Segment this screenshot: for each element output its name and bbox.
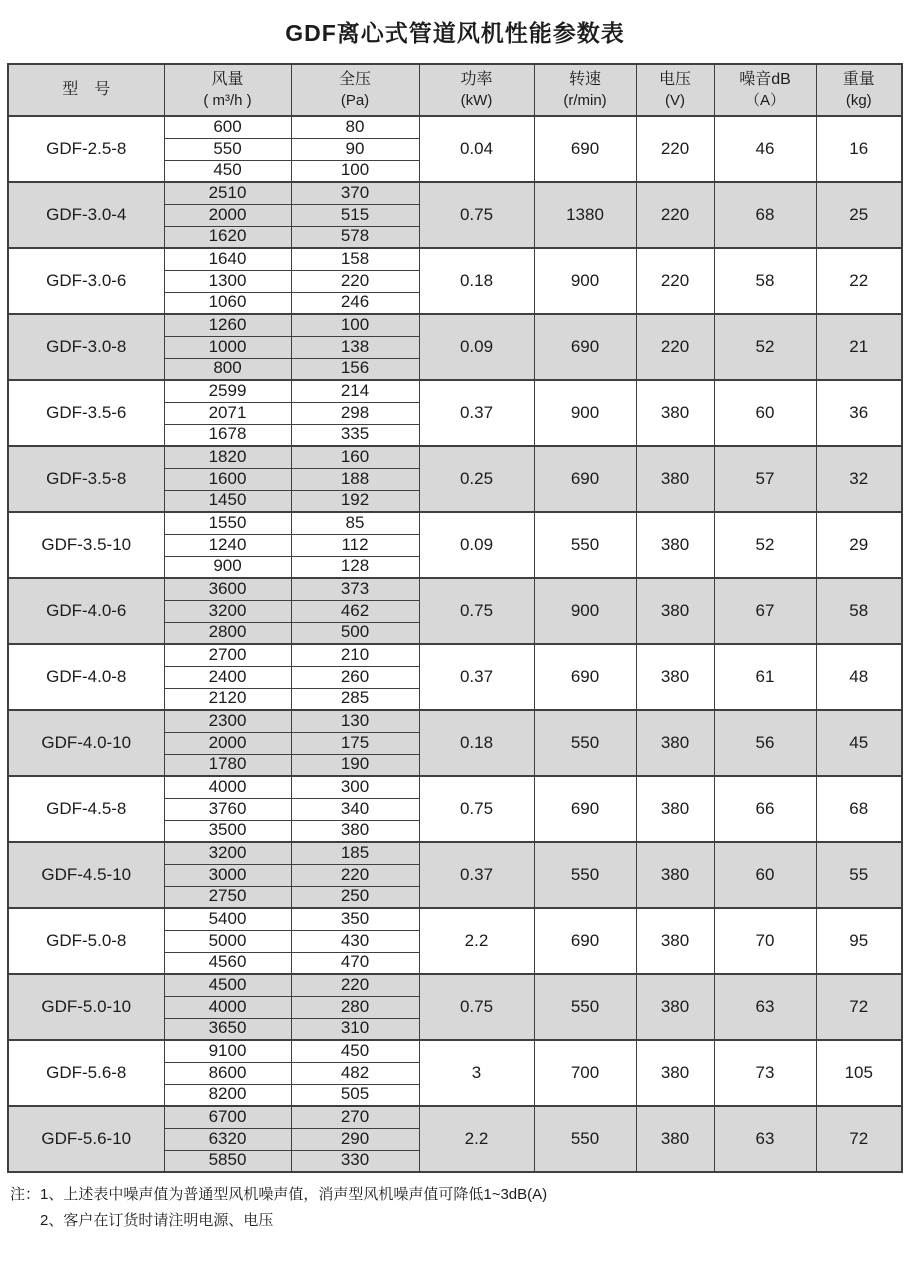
airflow-cell: 3200: [164, 600, 291, 622]
airflow-cell: 1450: [164, 490, 291, 512]
pressure-cell: 515: [291, 204, 419, 226]
airflow-cell: 1600: [164, 468, 291, 490]
airflow-cell: 450: [164, 160, 291, 182]
airflow-cell: 3760: [164, 798, 291, 820]
noise-cell: 61: [714, 644, 816, 710]
airflow-cell: 2750: [164, 886, 291, 908]
pressure-cell: 330: [291, 1150, 419, 1172]
airflow-cell: 9100: [164, 1040, 291, 1062]
noise-cell: 63: [714, 1106, 816, 1172]
airflow-cell: 8200: [164, 1084, 291, 1106]
header-noise: 噪音dB （A）: [714, 64, 816, 116]
airflow-cell: 1240: [164, 534, 291, 556]
noise-cell: 73: [714, 1040, 816, 1106]
pressure-cell: 156: [291, 358, 419, 380]
voltage-cell: 380: [636, 380, 714, 446]
model-cell: GDF-4.0-8: [8, 644, 164, 710]
airflow-cell: 600: [164, 116, 291, 138]
model-cell: GDF-3.5-10: [8, 512, 164, 578]
voltage-cell: 220: [636, 182, 714, 248]
airflow-cell: 4000: [164, 996, 291, 1018]
header-row: [8, 64, 902, 116]
speed-cell: 900: [534, 578, 636, 644]
airflow-cell: 4560: [164, 952, 291, 974]
model-cell: GDF-3.5-6: [8, 380, 164, 446]
pressure-cell: 85: [291, 512, 419, 534]
table-row: [8, 1040, 902, 1062]
weight-cell: 45: [816, 710, 902, 776]
table-row: [8, 248, 902, 270]
pressure-cell: 450: [291, 1040, 419, 1062]
noise-cell: 56: [714, 710, 816, 776]
airflow-cell: 2700: [164, 644, 291, 666]
airflow-cell: 2599: [164, 380, 291, 402]
noise-cell: 63: [714, 974, 816, 1040]
airflow-cell: 5400: [164, 908, 291, 930]
pressure-cell: 373: [291, 578, 419, 600]
pressure-cell: 500: [291, 622, 419, 644]
pressure-cell: 578: [291, 226, 419, 248]
model-cell: GDF-5.0-10: [8, 974, 164, 1040]
table-row: [8, 314, 902, 336]
table-header: [8, 64, 902, 116]
footnote-line: 2、客户在订货时请注明电源、电压: [40, 1212, 274, 1230]
pressure-cell: 112: [291, 534, 419, 556]
airflow-cell: 2120: [164, 688, 291, 710]
voltage-cell: 380: [636, 512, 714, 578]
weight-cell: 36: [816, 380, 902, 446]
pressure-cell: 188: [291, 468, 419, 490]
pressure-cell: 100: [291, 314, 419, 336]
power-cell: 0.04: [419, 116, 534, 182]
table-row: [8, 578, 902, 600]
table-row: [8, 776, 902, 798]
speed-cell: 550: [534, 710, 636, 776]
pressure-cell: 370: [291, 182, 419, 204]
pressure-cell: 138: [291, 336, 419, 358]
weight-cell: 22: [816, 248, 902, 314]
pressure-cell: 190: [291, 754, 419, 776]
voltage-cell: 380: [636, 446, 714, 512]
airflow-cell: 3650: [164, 1018, 291, 1040]
noise-cell: 46: [714, 116, 816, 182]
pressure-cell: 290: [291, 1128, 419, 1150]
model-cell: GDF-3.0-6: [8, 248, 164, 314]
header-weight: 重量 (kg): [816, 64, 902, 116]
pressure-cell: 270: [291, 1106, 419, 1128]
pressure-cell: 470: [291, 952, 419, 974]
pressure-cell: 220: [291, 864, 419, 886]
airflow-cell: 1550: [164, 512, 291, 534]
weight-cell: 68: [816, 776, 902, 842]
model-cell: GDF-3.0-8: [8, 314, 164, 380]
power-cell: 3: [419, 1040, 534, 1106]
power-cell: 0.09: [419, 314, 534, 380]
noise-cell: 67: [714, 578, 816, 644]
pressure-cell: 350: [291, 908, 419, 930]
airflow-cell: 8600: [164, 1062, 291, 1084]
voltage-cell: 380: [636, 578, 714, 644]
noise-cell: 66: [714, 776, 816, 842]
voltage-cell: 380: [636, 776, 714, 842]
voltage-cell: 380: [636, 974, 714, 1040]
weight-cell: 55: [816, 842, 902, 908]
pressure-cell: 260: [291, 666, 419, 688]
airflow-cell: 6700: [164, 1106, 291, 1128]
airflow-cell: 3600: [164, 578, 291, 600]
pressure-cell: 214: [291, 380, 419, 402]
pressure-cell: 158: [291, 248, 419, 270]
pressure-cell: 285: [291, 688, 419, 710]
airflow-cell: 3000: [164, 864, 291, 886]
table-row: [8, 710, 902, 732]
pressure-cell: 160: [291, 446, 419, 468]
speed-cell: 690: [534, 776, 636, 842]
power-cell: 0.18: [419, 248, 534, 314]
noise-cell: 57: [714, 446, 816, 512]
weight-cell: 95: [816, 908, 902, 974]
pressure-cell: 185: [291, 842, 419, 864]
speed-cell: 690: [534, 116, 636, 182]
airflow-cell: 2800: [164, 622, 291, 644]
model-cell: GDF-4.5-8: [8, 776, 164, 842]
pressure-cell: 430: [291, 930, 419, 952]
power-cell: 0.75: [419, 776, 534, 842]
pressure-cell: 298: [291, 402, 419, 424]
pressure-cell: 335: [291, 424, 419, 446]
weight-cell: 58: [816, 578, 902, 644]
weight-cell: 21: [816, 314, 902, 380]
pressure-cell: 505: [291, 1084, 419, 1106]
voltage-cell: 220: [636, 116, 714, 182]
pressure-cell: 220: [291, 270, 419, 292]
speed-cell: 690: [534, 644, 636, 710]
pressure-cell: 380: [291, 820, 419, 842]
airflow-cell: 3500: [164, 820, 291, 842]
weight-cell: 105: [816, 1040, 902, 1106]
power-cell: 0.09: [419, 512, 534, 578]
table-row: [8, 908, 902, 930]
page-title: GDF离心式管道风机性能参数表: [285, 20, 625, 46]
power-cell: 0.37: [419, 644, 534, 710]
airflow-cell: 2400: [164, 666, 291, 688]
voltage-cell: 380: [636, 842, 714, 908]
speed-cell: 550: [534, 842, 636, 908]
pressure-cell: 482: [291, 1062, 419, 1084]
airflow-cell: 2510: [164, 182, 291, 204]
pressure-cell: 280: [291, 996, 419, 1018]
table-row: [8, 974, 902, 996]
weight-cell: 29: [816, 512, 902, 578]
pressure-cell: 246: [291, 292, 419, 314]
header-voltage: 电压 (V): [636, 64, 714, 116]
speed-cell: 900: [534, 380, 636, 446]
fan-spec-table: [7, 63, 903, 1173]
voltage-cell: 380: [636, 710, 714, 776]
model-cell: GDF-3.5-8: [8, 446, 164, 512]
weight-cell: 72: [816, 974, 902, 1040]
table-row: [8, 116, 902, 138]
header-power: 功率 (kW): [419, 64, 534, 116]
noise-cell: 60: [714, 380, 816, 446]
airflow-cell: 1300: [164, 270, 291, 292]
speed-cell: 690: [534, 908, 636, 974]
model-cell: GDF-5.0-8: [8, 908, 164, 974]
voltage-cell: 220: [636, 248, 714, 314]
weight-cell: 32: [816, 446, 902, 512]
airflow-cell: 1640: [164, 248, 291, 270]
model-cell: GDF-4.0-10: [8, 710, 164, 776]
speed-cell: 690: [534, 314, 636, 380]
weight-cell: 48: [816, 644, 902, 710]
airflow-cell: 5850: [164, 1150, 291, 1172]
table-row: [8, 446, 902, 468]
pressure-cell: 192: [291, 490, 419, 512]
airflow-cell: 1780: [164, 754, 291, 776]
speed-cell: 550: [534, 974, 636, 1040]
noise-cell: 52: [714, 512, 816, 578]
power-cell: 0.25: [419, 446, 534, 512]
pressure-cell: 462: [291, 600, 419, 622]
header-model: 型 号: [8, 64, 164, 116]
table-body: [8, 116, 902, 1172]
model-cell: GDF-2.5-8: [8, 116, 164, 182]
model-cell: GDF-4.5-10: [8, 842, 164, 908]
footnote-line: 1、上述表中噪声值为普通型风机噪声值，消声型风机噪声值可降低1~3dB(A): [40, 1186, 548, 1203]
noise-cell: 52: [714, 314, 816, 380]
power-cell: 2.2: [419, 1106, 534, 1172]
speed-cell: 900: [534, 248, 636, 314]
pressure-cell: 90: [291, 138, 419, 160]
airflow-cell: 800: [164, 358, 291, 380]
table-row: [8, 842, 902, 864]
voltage-cell: 380: [636, 644, 714, 710]
pressure-cell: 340: [291, 798, 419, 820]
power-cell: 0.37: [419, 380, 534, 446]
table-row: [8, 1106, 902, 1128]
pressure-cell: 100: [291, 160, 419, 182]
header-speed: 转速 (r/min): [534, 64, 636, 116]
pressure-cell: 175: [291, 732, 419, 754]
airflow-cell: 1678: [164, 424, 291, 446]
voltage-cell: 220: [636, 314, 714, 380]
airflow-cell: 550: [164, 138, 291, 160]
footnotes: [10, 1182, 910, 1235]
airflow-cell: 3200: [164, 842, 291, 864]
pressure-cell: 220: [291, 974, 419, 996]
speed-cell: 1380: [534, 182, 636, 248]
airflow-cell: 900: [164, 556, 291, 578]
speed-cell: 700: [534, 1040, 636, 1106]
weight-cell: 72: [816, 1106, 902, 1172]
airflow-cell: 1060: [164, 292, 291, 314]
header-airflow: 风量 ( m³/h ): [164, 64, 291, 116]
footnote-prefix: 注：: [10, 1186, 41, 1203]
model-cell: GDF-4.0-6: [8, 578, 164, 644]
pressure-cell: 130: [291, 710, 419, 732]
header-pressure: 全压 (Pa): [291, 64, 419, 116]
speed-cell: 550: [534, 512, 636, 578]
power-cell: 0.75: [419, 578, 534, 644]
airflow-cell: 2000: [164, 204, 291, 226]
weight-cell: 16: [816, 116, 902, 182]
noise-cell: 60: [714, 842, 816, 908]
table-row: [8, 512, 902, 534]
power-cell: 2.2: [419, 908, 534, 974]
noise-cell: 58: [714, 248, 816, 314]
airflow-cell: 1820: [164, 446, 291, 468]
power-cell: 0.37: [419, 842, 534, 908]
weight-cell: 25: [816, 182, 902, 248]
power-cell: 0.75: [419, 974, 534, 1040]
voltage-cell: 380: [636, 1106, 714, 1172]
airflow-cell: 2071: [164, 402, 291, 424]
power-cell: 0.18: [419, 710, 534, 776]
noise-cell: 70: [714, 908, 816, 974]
table-row: [8, 644, 902, 666]
pressure-cell: 310: [291, 1018, 419, 1040]
airflow-cell: 1260: [164, 314, 291, 336]
table-row: [8, 182, 902, 204]
pressure-cell: 250: [291, 886, 419, 908]
pressure-cell: 210: [291, 644, 419, 666]
noise-cell: 68: [714, 182, 816, 248]
airflow-cell: 1620: [164, 226, 291, 248]
pressure-cell: 300: [291, 776, 419, 798]
footnote-lines: [40, 1182, 547, 1235]
speed-cell: 550: [534, 1106, 636, 1172]
table-row: [8, 380, 902, 402]
airflow-cell: 4500: [164, 974, 291, 996]
power-cell: 0.75: [419, 182, 534, 248]
speed-cell: 690: [534, 446, 636, 512]
model-cell: GDF-5.6-10: [8, 1106, 164, 1172]
airflow-cell: 6320: [164, 1128, 291, 1150]
airflow-cell: 1000: [164, 336, 291, 358]
voltage-cell: 380: [636, 1040, 714, 1106]
airflow-cell: 5000: [164, 930, 291, 952]
voltage-cell: 380: [636, 908, 714, 974]
airflow-cell: 2300: [164, 710, 291, 732]
pressure-cell: 128: [291, 556, 419, 578]
model-cell: GDF-5.6-8: [8, 1040, 164, 1106]
pressure-cell: 80: [291, 116, 419, 138]
airflow-cell: 2000: [164, 732, 291, 754]
airflow-cell: 4000: [164, 776, 291, 798]
model-cell: GDF-3.0-4: [8, 182, 164, 248]
